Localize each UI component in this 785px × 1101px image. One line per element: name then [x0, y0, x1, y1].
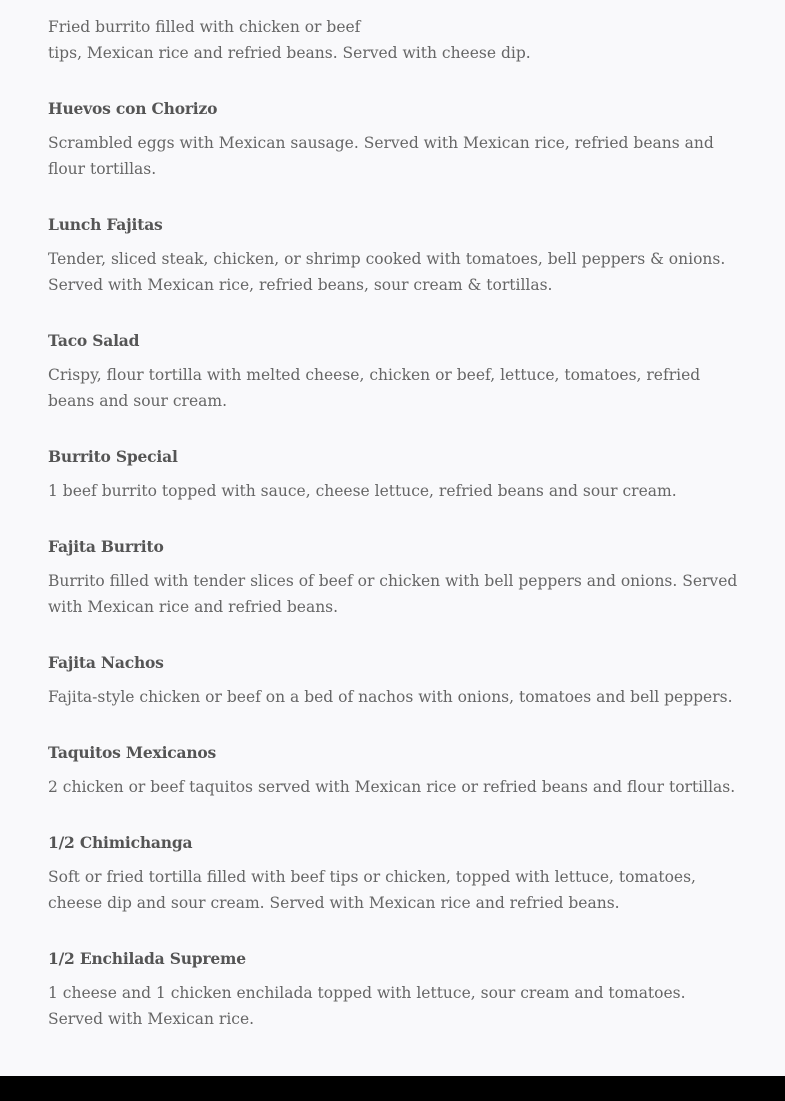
bottom-bar: [0, 1076, 785, 1101]
menu-item-title: Taquitos Mexicanos: [48, 743, 217, 762]
menu-item-description: 1 beef burrito topped with sauce, cheese lettuce, refried beans and sour cream.: [48, 482, 677, 500]
menu-item-description: 2 chicken or beef taquitos served with Mexican rice or refried beans and flour tortillas.: [48, 778, 736, 796]
menu-item: [48, 534, 738, 620]
menu-item: [48, 96, 738, 182]
description-line: tips, Mexican rice and refried beans. Served with cheese dip.: [48, 44, 531, 62]
menu-item-title: 1/2 Chimichanga: [48, 833, 193, 852]
menu-item-title: Fajita Nachos: [48, 653, 164, 672]
menu-item: [48, 740, 738, 800]
menu-item: [48, 946, 738, 1032]
menu-item-description: Soft or fried tortilla filled with beef tips or chicken, topped with lettuce, tomatoes, cheese dip and sour cream. Served with Mexican rice and refried beans.: [48, 868, 696, 912]
menu-item: [48, 328, 738, 414]
menu-item: [48, 830, 738, 916]
menu-item-description: Scrambled eggs with Mexican sausage. Served with Mexican rice, refried beans and flour tortillas.: [48, 134, 714, 178]
menu-item-description: Crispy, flour tortilla with melted cheese, chicken or beef, lettuce, tomatoes, refried beans and sour cream.: [48, 366, 701, 410]
menu-item: [48, 444, 738, 504]
menu-item-title: Burrito Special: [48, 447, 178, 466]
menu-item-title: Taco Salad: [48, 331, 140, 350]
menu-item: [48, 650, 738, 710]
menu-item-description: Fajita-style chicken or beef on a bed of nachos with onions, tomatoes and bell peppers.: [48, 688, 733, 706]
menu-item-description: [48, 14, 738, 66]
menu-content: [48, 0, 738, 1032]
menu-item-title: Huevos con Chorizo: [48, 99, 218, 118]
description-line: Fried burrito filled with chicken or beef: [48, 18, 361, 36]
menu-item-title: Lunch Fajitas: [48, 215, 163, 234]
menu-item-title: 1/2 Enchilada Supreme: [48, 949, 246, 968]
menu-item-description: Burrito filled with tender slices of beef or chicken with bell peppers and onions. Served with Mexican rice and refried beans.: [48, 572, 738, 616]
menu-item-title: Fajita Burrito: [48, 537, 164, 556]
menu-item: [48, 212, 738, 298]
menu-item-description: 1 cheese and 1 chicken enchilada topped with lettuce, sour cream and tomatoes. Served with Mexican rice.: [48, 984, 686, 1028]
menu-item-description: Tender, sliced steak, chicken, or shrimp cooked with tomatoes, bell peppers & onions. Served with Mexican rice, refried beans, sour cream & tortillas.: [48, 250, 726, 294]
